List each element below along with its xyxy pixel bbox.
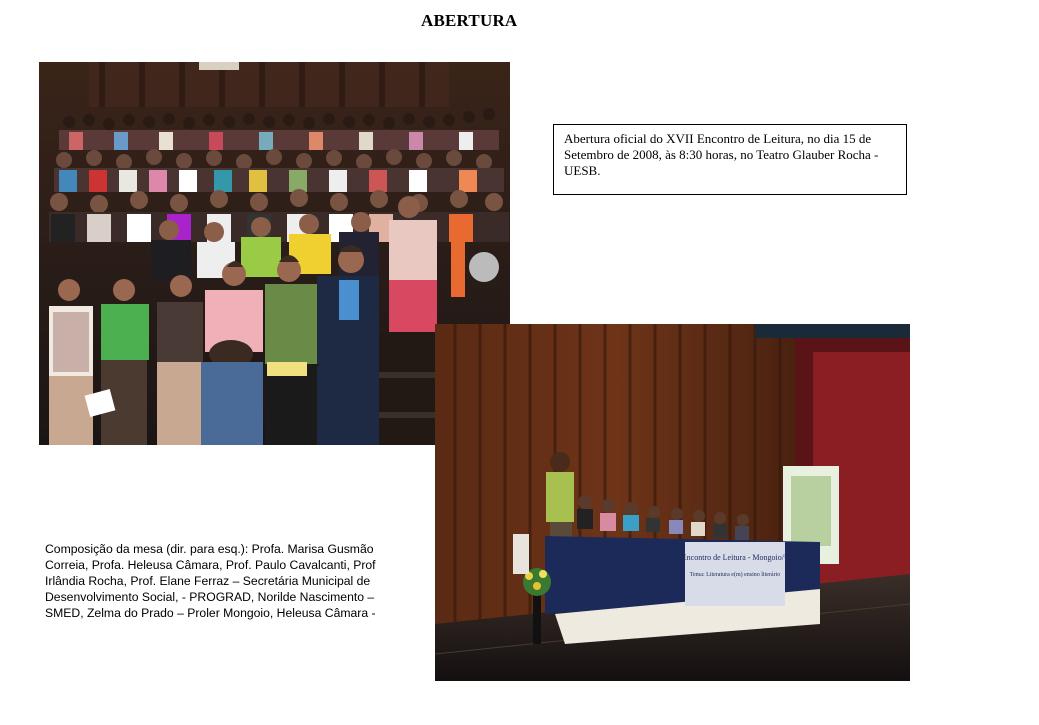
banner-line-1: XVI Encontro de Leitura - Mongoio/UESB bbox=[665, 553, 805, 562]
opening-caption-box bbox=[553, 124, 907, 195]
panel-stage-photo bbox=[435, 324, 910, 681]
panel-caption: Composição da mesa (dir. para esq.): Profa. Marisa Gusmão Correia, Profa. Heleusa Câmara, Prof. Paulo Cavalcanti, Prof Irlândia Rocha, Prof. Elane Ferraz – Secretária Municipal de Desenvolvimento Social, - PROGRAD, Norilde Nascimento – SMED, Zelma do Prado – Proler Mongoio, Heleusa Câmara - bbox=[45, 542, 376, 620]
opening-caption-text: Abertura oficial do XVII Encontro de Leitura, no dia 15 de Setembro de 2008, às 8:30 horas, no Teatro Glauber Rocha - UESB. bbox=[564, 131, 879, 178]
banner-line-2: Tema: Literatura e(m) ensino literário bbox=[689, 572, 781, 578]
page-title: ABERTURA bbox=[421, 11, 518, 30]
